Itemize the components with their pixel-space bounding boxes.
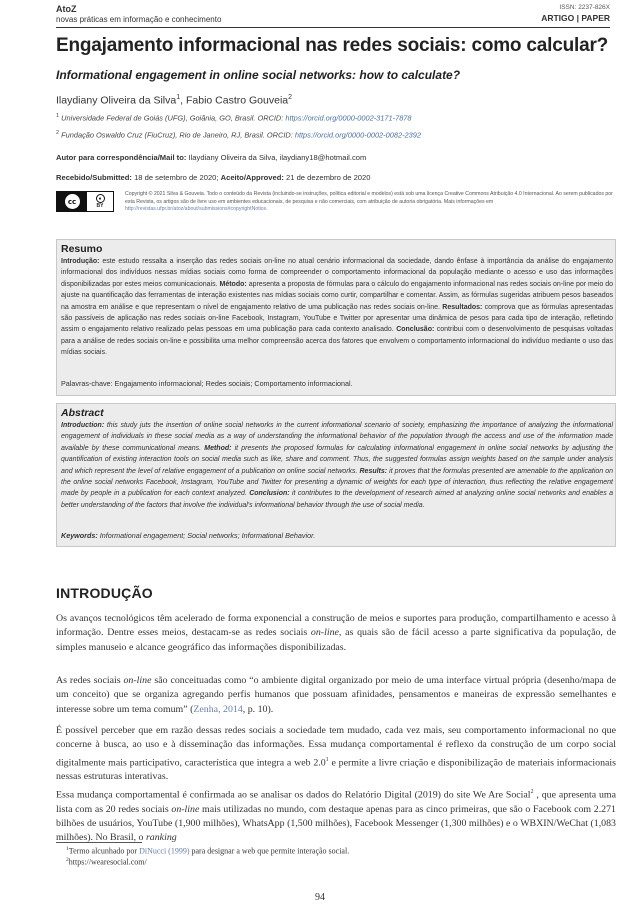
- approved-date: 21 de dezembro de 2020: [283, 173, 371, 182]
- resumo-text: [61, 256, 613, 359]
- copyright-notice: [125, 191, 615, 214]
- p4-text-c: mais utilizadas no mundo, com destaque apenas para as cinco primeiras, que são o Facebook com 2.271 bilhões de usuários, YouTube (1,900 milhões), WhatsApp (1,500 milhões), Facebook Messenger (1,300 milhões) e o WBXIN/WeChat (1,083 milhões). No Brasil, o: [56, 803, 616, 844]
- correspondence-value: Ilaydiany Oliveira da Silva, ilaydiany18@hotmail.com: [186, 153, 367, 162]
- affiliation-sup: 2: [56, 130, 60, 136]
- by-area: [87, 192, 113, 211]
- abstract-text: [61, 420, 613, 511]
- affiliation-2: [56, 130, 421, 139]
- abstract-method-label: Method:: [204, 444, 232, 452]
- footnote-2: [66, 857, 147, 867]
- footnote-2-number: 2: [66, 857, 69, 863]
- affiliation-1: [56, 113, 412, 122]
- orcid-link[interactable]: https://orcid.org/0000-0002-0082-2392: [294, 130, 421, 140]
- resumo-results-label: Resultados:: [442, 303, 483, 311]
- journal-name: AtoZ: [56, 4, 77, 14]
- received-date: 18 de setembro de 2020;: [131, 173, 221, 182]
- received-label: Recebido/Submitted:: [56, 173, 132, 182]
- cc-icon: cc: [64, 193, 81, 210]
- copyright-link[interactable]: http://revistas.ufpr.br/atoz/about/submissions#copyrightNotice: [125, 206, 267, 213]
- abstract-intro: this study juts the insertion of online social networks in the current informational scenario of society, emphasizing the importance of analyzing the informational engagement of individuals in these social media as a way of understanding the informational behavior of the population through the access and use of the information made available by these communicational means.: [61, 422, 613, 452]
- resumo-intro-label: Introdução:: [61, 258, 100, 265]
- citation-link[interactable]: Zenha, 2014: [193, 703, 243, 715]
- title-english: Informational engagement in online social networks: how to calculate?: [56, 68, 461, 82]
- journal-header: [56, 4, 221, 24]
- abstract-method: it presents the proposed formulas for calculating informational engagement in online social networks by adjusting the quantification of existing interaction tools on social media such as like, share and comment. Thus, the suggested formulas assign weights based on the sample under analysis and which represent the level of relative engagement of a publication on online social networks.: [61, 444, 613, 475]
- footnote-2-url[interactable]: https://wearesocial.com/: [68, 857, 147, 867]
- p1-italic: on-line: [310, 627, 339, 639]
- paragraph-3: [56, 724, 616, 784]
- copyright-end: .: [266, 206, 268, 213]
- p3-text-b: e permite a livre criação e disponibilização de materiais informacionais nessas estruturas interativas.: [56, 756, 616, 783]
- approved-label: Aceito/Approved:: [220, 173, 284, 182]
- orcid-link[interactable]: https://orcid.org/0000-0002-3171-7878: [285, 113, 412, 123]
- abstract-results-label: Results:: [359, 467, 388, 475]
- section-heading-introducao: INTRODUÇÃO: [56, 585, 153, 601]
- paragraph-4: [56, 785, 616, 845]
- p4-italic: on-line: [171, 803, 200, 815]
- p4-text-a: Essa mudança comportamental é confirmada ao se analisar os dados do Relatório Digital (2019) do site We Are Social: [56, 789, 531, 801]
- journal-subtitle: novas práticas em informação e conhecimento: [56, 15, 222, 24]
- resumo-results: comprova que as fórmulas apresentadas são passíveis de aplicação nas redes sociais on-line Facebook, Instagram, YouTube e Twitter por apresentar uma dinâmica de pesos para cada tipo de interação, refletindo assim o engajamento relativo realizado pelas pessoas em uma publicação para cada contexto analisado.: [61, 303, 613, 334]
- abstract-conclusion: it contributes to the development of research aimed at analyzing online social networks and enables a better understanding of the factors that involve the individual's informational behavior through the use of social media.: [61, 490, 613, 509]
- affiliation-sup: 1: [56, 113, 60, 119]
- author-2: Fabio Castro Gouveia: [185, 94, 289, 107]
- footnote-ref-2[interactable]: 2: [530, 789, 534, 795]
- abstract-keywords: [61, 531, 315, 540]
- header-right: [541, 4, 610, 23]
- resumo-conclusion: contribui com o desenvolvimento de pesquisas voltadas para a análise de redes sociais on-line e possibilita uma melhor compreensão acerca dos fatores que envolvem o comportamento informacional do indivíduo mediante o uso das mídias sociais.: [61, 326, 613, 357]
- p4-text-b: , que apresenta uma lista com as 20 redes sociais: [56, 789, 616, 815]
- resumo-conclusion-label: Conclusão:: [396, 326, 435, 334]
- cc-logo-area: [57, 192, 87, 211]
- issn: ISSN: 2237-826X: [559, 4, 610, 11]
- p2-text-a: As redes sociais: [56, 675, 124, 686]
- palavras-chave-label: Palavras-chave:: [61, 379, 113, 388]
- footnote-rule: [56, 842, 142, 843]
- paragraph-2: [56, 674, 616, 717]
- abstract-box: [56, 403, 616, 547]
- affiliation-text: Fundação Oswaldo Cruz (FiuCruz), Rio de Janeiro, RJ, Brasil. ORCID:: [61, 130, 295, 140]
- keywords: Informational engagement; Social networks; Informational Behavior.: [97, 531, 316, 540]
- palavras-chave: Engajamento informacional; Redes sociais; Comportamento informacional.: [112, 379, 353, 388]
- by-label: BY: [96, 203, 104, 209]
- abstract-intro-label: Introduction:: [61, 422, 105, 429]
- resumo-method: apresenta a proposta de fórmulas para o cálculo do engajamento informacional nas redes sociais on-line por meio do ajuste na quantificação das ferramentas de interação existentes nas mídias sociais como curtir, compartilhar e comentar. Assim, as fórmulas sugeridas atribuem pesos baseados na amostra em análise e que representam o nível de engajamento relativo de uma publicação nas redes sociais on-line.: [61, 280, 613, 311]
- p3-text-a: É possível perceber que em razão dessas redes sociais a sociedade tem mudado, cada vez mais, seu comportamento informacional no que concerne à busca, ao uso e à disseminação das informações. Essa mudança comportamental é reflexo da construção de um corpo social digitalmente mais participativo, característica que integra a web 2.0: [56, 725, 616, 768]
- p1-text-b: , as quais são de fácil acesso a parte significativa da população, de simples manuseio e alcance geográfico das informações disponibilizadas.: [56, 627, 616, 653]
- article-type: ARTIGO | PAPER: [541, 13, 610, 23]
- p2-text-c: , p. 10).: [242, 703, 274, 715]
- abstract-conclusion-label: Conclusion:: [249, 490, 290, 498]
- authors: [56, 94, 292, 107]
- footnote-1-number: 1: [66, 846, 69, 852]
- author-1-sup: 1: [176, 94, 181, 101]
- p4-italic-2: ranking: [145, 832, 177, 844]
- attribution-person-icon: ●: [96, 194, 105, 203]
- copyright-text: Copyright © 2021 Silva & Gouveia. Todo o conteúdo da Revista (incluindo-se instruções, política editorial e modelos) está sob uma licença Creative Commons Atribuição 4.0 Internacional. Ao serem publicados por esta Revista, os artigos são de livre uso em ambientes educacionais, de pesquisa e não comerciais, com atribuição de autoria obrigatória. Mais informações em: [125, 191, 613, 205]
- author-1: Ilaydiany Oliveira da Silva: [56, 94, 177, 107]
- resumo-method-label: Método:: [219, 280, 247, 288]
- page-number: 94: [315, 892, 325, 903]
- p1-text-a: Os avanços tecnológicos têm acelerado de forma exponencial a construção de meios e suportes para produção, compartilhamento e acesso à informação. Dentre esses meios, destacam-se as redes sociais: [56, 613, 616, 639]
- keywords-label: Keywords:: [61, 531, 98, 540]
- paragraph-1: [56, 612, 616, 655]
- footnote-1-text-a: Termo alcunhado por: [68, 846, 140, 856]
- dates: [56, 173, 370, 182]
- correspondence: [56, 153, 366, 162]
- header-rule: [56, 27, 610, 28]
- p2-italic: on-line: [123, 675, 152, 686]
- resumo-intro: este estudo ressalta a inserção das redes sociais on-line no atual cenário informacional da sociedade, dando ênfase à importância da análise do engajamento informacional dos indivíduos nessas mídias sociais como forma de compreender o comportamento informacional da população mediante o acesso e uso das informações disponibilizadas por estes meios comunicacionais.: [61, 258, 613, 288]
- footnote-1-text-b: para designar a web que permite interação social.: [189, 846, 350, 856]
- resumo-box: [56, 239, 616, 396]
- abstract-heading: Abstract: [61, 407, 104, 419]
- title-portuguese: Engajamento informacional nas redes sociais: como calcular?: [56, 35, 609, 56]
- affiliation-text: Universidade Federal de Goiás (UFG), Goiânia, GO, Brasil. ORCID:: [61, 113, 286, 123]
- resumo-heading: Resumo: [61, 243, 103, 255]
- abstract-results: it proves that the formulas presented are amenable to the application on the online social networks Facebook, Instagram, YouTube and Twitter for presenting a dynamic of weights for each type of interaction, thus reflecting the relative engagement made by people in a publication for each context analyzed.: [61, 467, 613, 498]
- footnote-1-citation[interactable]: DiNucci (1999): [139, 846, 190, 856]
- author-2-sup: 2: [288, 94, 293, 101]
- footnote-1: [66, 846, 349, 856]
- cc-by-badge[interactable]: [56, 191, 114, 212]
- footnote-ref-1[interactable]: 1: [325, 756, 329, 763]
- correspondence-label: Autor para correspondência/Mail to:: [56, 153, 187, 162]
- author-separator: ,: [180, 94, 186, 107]
- resumo-keywords: [61, 379, 353, 388]
- p2-text-b: são conceituadas como “o ambiente digital organizado por meio de uma interface virtual própria (desenho/mapa de um conceito) que se organiza agregando perfis humanos que possuam afinidades, pensamentos e maneiras de expressão semelhantes e interesse sobre um tema comum” (: [56, 675, 617, 715]
